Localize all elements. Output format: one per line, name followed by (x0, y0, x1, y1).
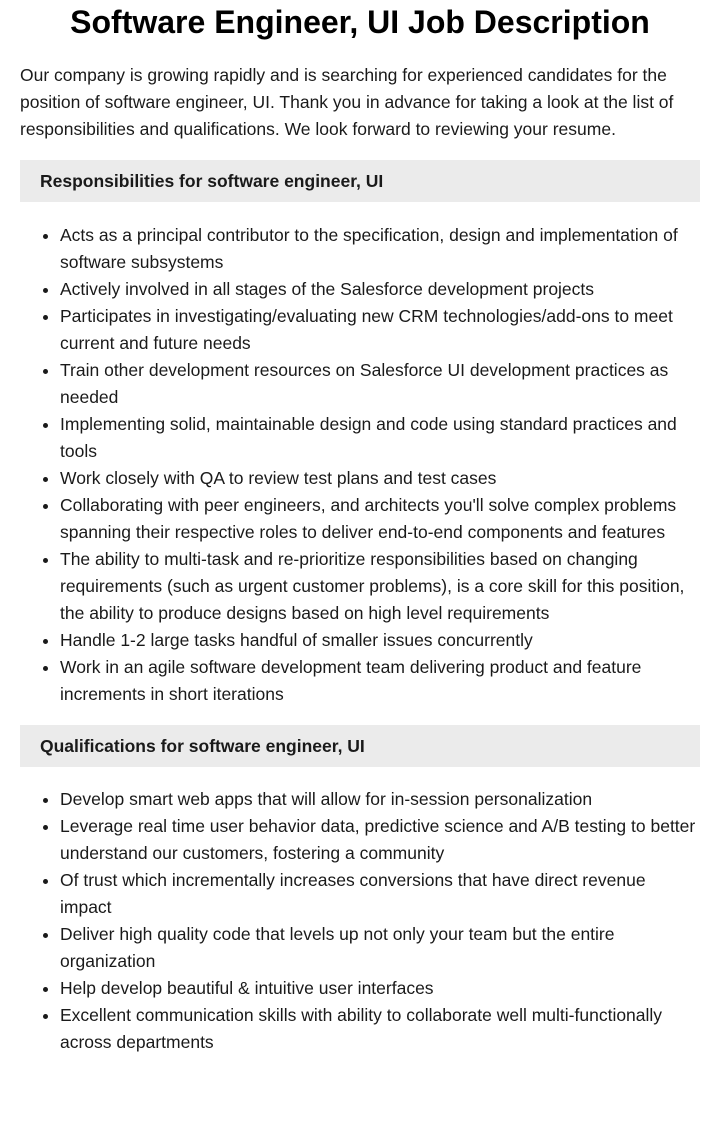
list-item: • Work in an agile software development team delivering product and feature increments in short iterations (60, 654, 700, 708)
responsibilities-list (20, 222, 700, 708)
list-item: • Train other development resources on Salesforce UI development practices as needed (60, 357, 700, 411)
intro-paragraph: Our company is growing rapidly and is searching for experienced candidates for the position of software engineer, UI. Thank you in advance for taking a look at the list of responsibilities and qualifications. We look forward to reviewing your resume. (20, 65, 674, 139)
list-item: • Handle 1-2 large tasks handful of smaller issues concurrently (60, 627, 700, 654)
list-item: • Participates in investigating/evaluating new CRM technologies/add-ons to meet current and future needs (60, 303, 700, 357)
list-item: • Help develop beautiful & intuitive user interfaces (60, 975, 700, 1002)
list-item: • Collaborating with peer engineers, and architects you'll solve complex problems spanning their respective roles to deliver end-to-end components and features (60, 492, 700, 546)
list-item: • The ability to multi-task and re-prioritize responsibilities based on changing requirements (such as urgent customer problems), is a core skill for this position, the ability to produce designs based on high level requirements (60, 546, 700, 627)
qualifications-list (20, 786, 700, 1056)
list-item: • Of trust which incrementally increases conversions that have direct revenue impact (60, 867, 700, 921)
list-item: • Excellent communication skills with ability to collaborate well multi-functionally across departments (60, 1002, 700, 1056)
list-item: • Implementing solid, maintainable design and code using standard practices and tools (60, 411, 700, 465)
page-title: Software Engineer, UI Job Description (70, 4, 650, 40)
responsibilities-heading: Responsibilities for software engineer, UI (20, 160, 700, 202)
list-item: • Acts as a principal contributor to the specification, design and implementation of software subsystems (60, 222, 700, 276)
list-item: • Actively involved in all stages of the Salesforce development projects (60, 276, 700, 303)
qualifications-heading: Qualifications for software engineer, UI (20, 725, 700, 767)
list-item: • Work closely with QA to review test plans and test cases (60, 465, 700, 492)
list-item: • Deliver high quality code that levels up not only your team but the entire organization (60, 921, 700, 975)
list-item: • Leverage real time user behavior data, predictive science and A/B testing to better understand our customers, fostering a community (60, 813, 700, 867)
list-item: • Develop smart web apps that will allow for in-session personalization (60, 786, 700, 813)
